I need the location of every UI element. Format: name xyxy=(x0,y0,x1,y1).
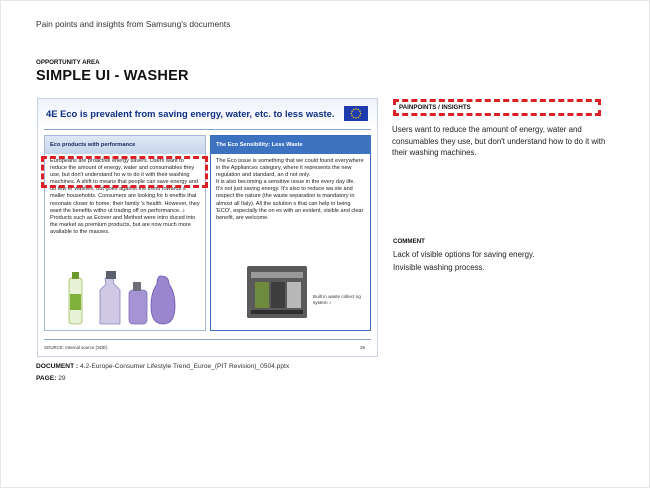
slide-page-number: 29 xyxy=(360,345,365,350)
slide-source: SOURCE: Internal source (SDE) xyxy=(44,345,108,350)
page-reference xyxy=(36,375,66,382)
opportunity-label: OPPORTUNITY AREA xyxy=(36,59,100,66)
page-label: PAGE: xyxy=(36,375,57,382)
page-title: SIMPLE UI - WASHER xyxy=(36,68,189,84)
waste-bin-caption: Built in waste collect ng system ♪ xyxy=(313,294,361,305)
document-value: 4.2-Europe-Consumer Lifestyle Trend_Euroe_(PIT Revision)_0504.pptx xyxy=(79,363,290,370)
painpoints-label: PAINPOINTS / INSIGHTS xyxy=(399,104,471,111)
highlight-box-slide xyxy=(41,156,208,188)
slide-divider xyxy=(44,129,371,130)
page-header: Pain points and insights from Samsung's documents xyxy=(36,19,231,29)
document-label: DOCUMENT : xyxy=(36,363,79,370)
left-panel-text: Europeans are proactive energy savers. Users want to reduce the amount of energy, water and consumables they use, but don't understand ho w to do it with their washing machines. A shift to means that people can save energy and do few er washes, but goes against the trend towards s maller households. Consumers are looking for b enefits that resonate closer to home; their family 's health. However, they want the benefits witho ut trading off on performance. ♪ Products such as Ecover and Method were intro duced into the market as premium products, but are now much more available to the masses. xyxy=(50,158,200,235)
comment-line: Lack of visible options for saving energy. xyxy=(393,250,535,259)
product-bottles-image xyxy=(65,270,187,328)
painpoints-text: Users want to reduce the amount of energy, water and consumables they use, but don't understand how to do it with their washing machines. xyxy=(392,125,606,158)
document-reference xyxy=(36,363,289,370)
right-panel-heading: The Eco Sensibility: Less Waste xyxy=(211,136,370,154)
right-panel-text: The Eco issue is something that we could found everywhere in the Appliances category, where it represents the new regulation and standard, an d not only. It is also becoming a sensitive issue in the every day life. It's not just saving energy. It's also to reduce wa ste and respect the nature (the waste separation is mandatory in almost all Italy). All the solution s that can help in being 'ECO', especially the on es with an evident, visible and clear benefit, are welcome. xyxy=(216,158,364,221)
right-panel xyxy=(210,135,371,331)
page-value: 29 xyxy=(58,375,66,382)
slide-footer-divider xyxy=(44,339,371,340)
eu-flag-icon xyxy=(344,106,368,121)
slide-title: 4E Eco is prevalent from saving energy, water, etc. to less waste. xyxy=(46,108,335,119)
left-panel-heading: Eco products with performance xyxy=(45,136,205,154)
slide-header xyxy=(38,99,377,129)
slide-screenshot xyxy=(37,98,378,357)
comment-line: Invisible washing process. xyxy=(393,263,485,272)
comment-label: COMMENT xyxy=(393,238,425,245)
waste-bin-image xyxy=(247,266,307,318)
